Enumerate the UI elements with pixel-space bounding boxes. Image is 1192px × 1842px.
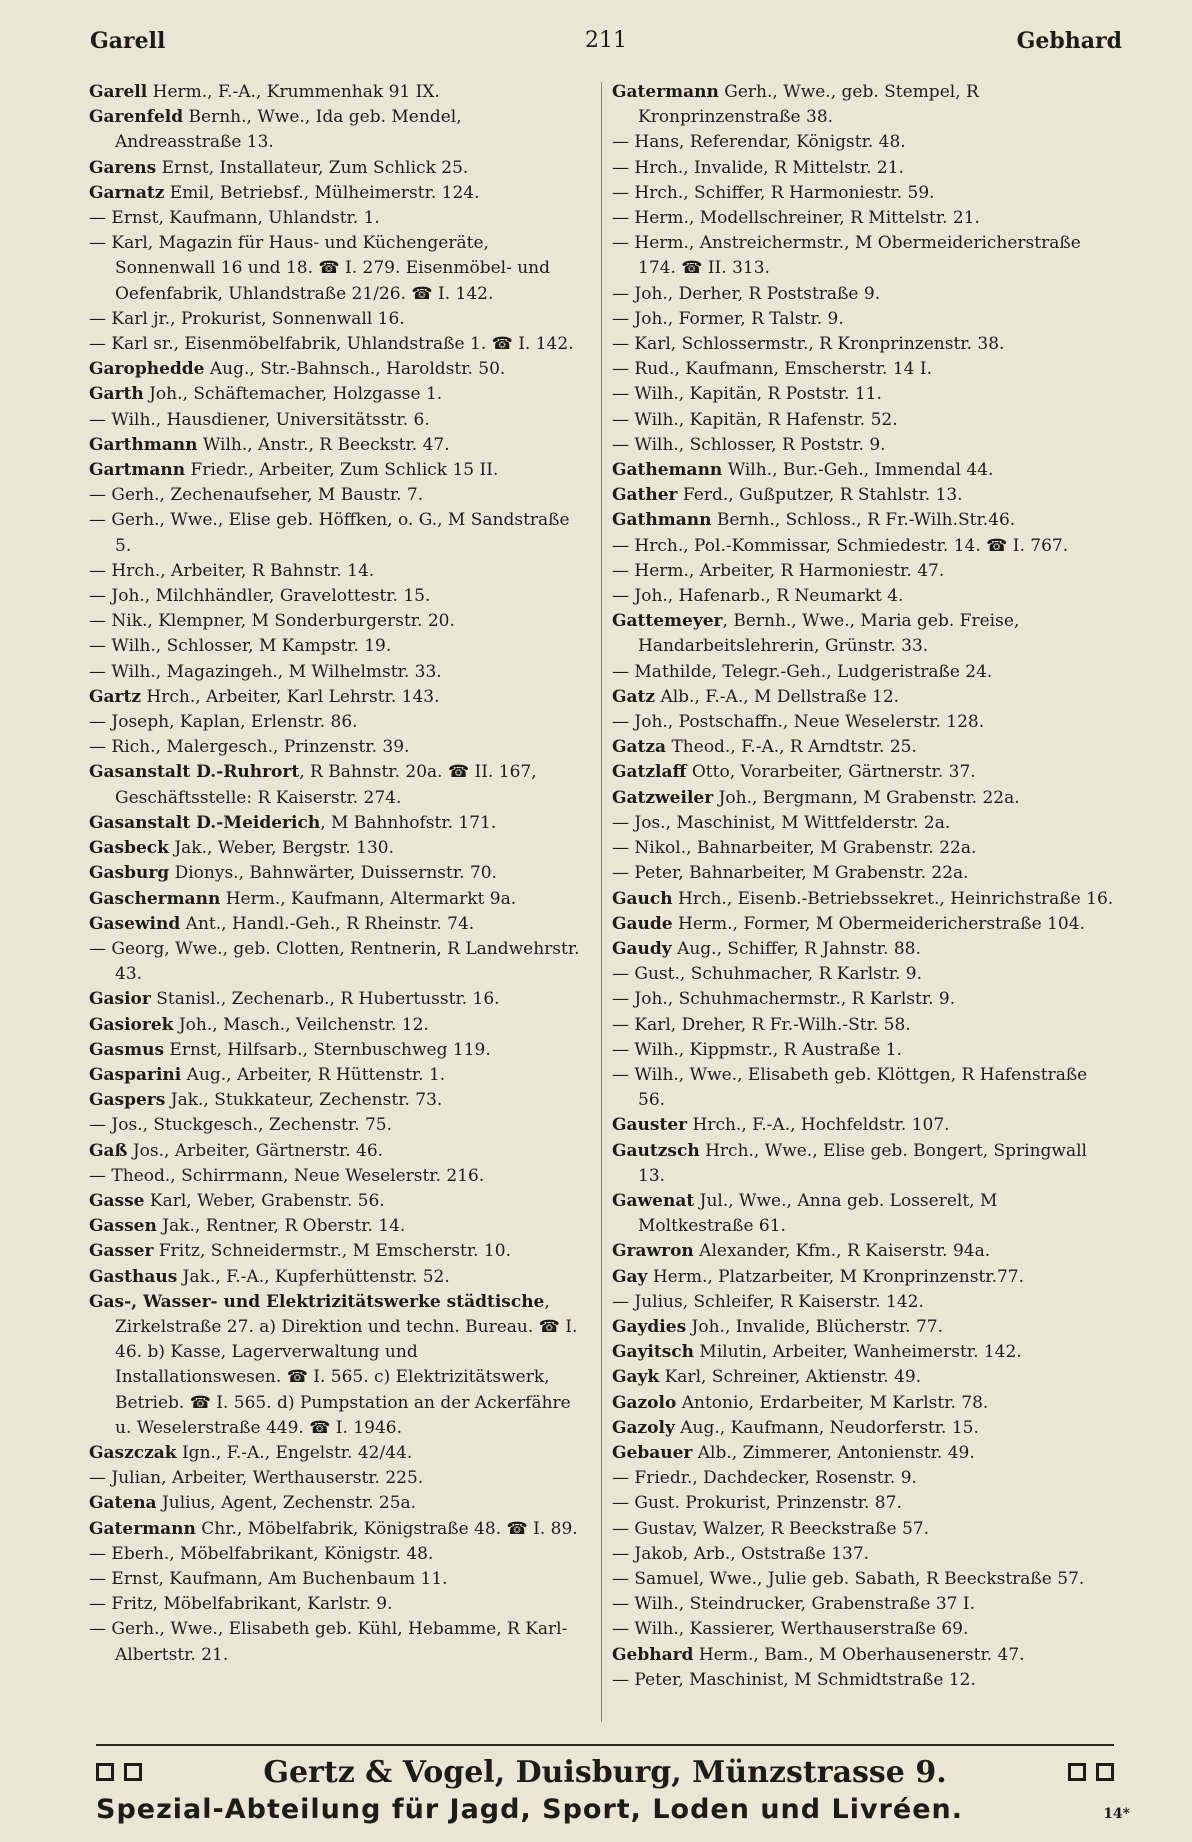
- entry-surname: Gay: [612, 1266, 648, 1287]
- advertisement-tagline: Spezial-Abteilung für Jagd, Sport, Loden und Livréen.: [96, 1794, 963, 1825]
- directory-entry: [612, 1643, 1117, 1668]
- entry-details: Jak., F.-A., Kupferhüttenstr. 52.: [177, 1266, 450, 1287]
- entry-details: , Bernh., Wwe., Maria geb. Freise, Handarbeitslehrerin, Grünstr. 33.: [638, 611, 1020, 657]
- directory-entry: [612, 1441, 1117, 1466]
- directory-entry: [89, 1265, 589, 1290]
- entry-surname: Grawron: [612, 1241, 694, 1262]
- entry-details: — Wilh., Magazingeh., M Wilhelmstr. 33.: [89, 661, 442, 682]
- entry-details: Ign., F.-A., Engelstr. 42/44.: [176, 1442, 413, 1463]
- directory-entry: [89, 609, 589, 634]
- directory-entry: [612, 584, 1117, 609]
- entry-surname: Gayitsch: [612, 1342, 695, 1363]
- entry-details: — Wilh., Kassierer, Werthauserstraße 69.: [612, 1619, 969, 1640]
- square-ornament-icon: [1096, 1763, 1114, 1781]
- directory-entry: [89, 912, 589, 937]
- entry-details: Bernh., Schloss., R Fr.-Wilh.Str.46.: [711, 510, 1016, 531]
- entry-surname: Gattemeyer: [612, 611, 723, 632]
- entry-surname: Gawenat: [612, 1190, 695, 1211]
- square-ornament-icon: [124, 1763, 142, 1781]
- entry-details: — Rud., Kaufmann, Emscherstr. 14 I.: [612, 359, 932, 380]
- entry-details: — Herm., Modellschreiner, R Mittelstr. 21.: [612, 208, 980, 229]
- entry-surname: Gaudy: [612, 938, 672, 959]
- directory-entry: [612, 1013, 1117, 1038]
- entry-surname: Gatza: [612, 737, 667, 758]
- entry-details: — Fritz, Möbelfabrikant, Karlstr. 9.: [89, 1594, 393, 1615]
- entry-surname: Gasmus: [89, 1039, 165, 1060]
- entry-details: — Samuel, Wwe., Julie geb. Sabath, R Beeckstraße 57.: [612, 1568, 1085, 1589]
- entry-surname: Gazoly: [612, 1417, 675, 1438]
- entry-details: — Rich., Malergesch., Prinzenstr. 39.: [89, 737, 410, 758]
- directory-entry: [89, 1592, 589, 1617]
- directory-entry: [89, 1617, 589, 1667]
- entry-surname: Garthmann: [89, 434, 198, 455]
- page-number: 211: [585, 28, 627, 53]
- directory-entry: [612, 231, 1117, 281]
- entry-details: — Gust. Prokurist, Prinzenstr. 87.: [612, 1493, 902, 1514]
- square-ornament-icon: [1068, 1763, 1086, 1781]
- entry-details: — Karl, Magazin für Haus- und Küchengeräte, Sonnenwall 16 und 18. ☎ I. 279. Eisenmöbel- und Oefenfabrik, Uhlandstraße 21/26. ☎ I. 142.: [89, 233, 551, 304]
- directory-entry: [612, 1592, 1117, 1617]
- directory-entry: [612, 1239, 1117, 1264]
- directory-entry: [89, 408, 589, 433]
- entry-details: , R Bahnstr. 20a. ☎ II. 167, Geschäftsstelle: R Kaiserstr. 274.: [115, 762, 537, 808]
- directory-entry: [89, 559, 589, 584]
- header-left-keyword: Garell: [90, 28, 166, 54]
- entry-details: Herm., Platzarbeiter, M Kronprinzenstr.77.: [647, 1266, 1025, 1287]
- entry-details: — Karl jr., Prokurist, Sonnenwall 16.: [89, 308, 405, 329]
- entry-details: — Wilh., Kippmstr., R Austraße 1.: [612, 1039, 902, 1060]
- entry-surname: Garens: [89, 157, 157, 178]
- directory-entry: [612, 382, 1117, 407]
- entry-surname: Gasiorek: [89, 1014, 174, 1035]
- directory-entry: [612, 760, 1117, 785]
- entry-details: — Nik., Klempner, M Sonderburgerstr. 20.: [89, 611, 455, 632]
- entry-details: Milutin, Arbeiter, Wanheimerstr. 142.: [694, 1342, 1022, 1363]
- entry-details: — Julius, Schleifer, R Kaiserstr. 142.: [612, 1291, 924, 1312]
- entry-details: Hrch., F.-A., Hochfeldstr. 107.: [687, 1115, 950, 1136]
- directory-entry: [612, 1340, 1117, 1365]
- entry-details: Alexander, Kfm., R Kaiserstr. 94a.: [693, 1241, 991, 1262]
- directory-entry: [89, 382, 589, 407]
- entry-details: — Joh., Milchhändler, Gravelottestr. 15.: [89, 586, 431, 607]
- directory-entry: [89, 685, 589, 710]
- directory-entry: [612, 811, 1117, 836]
- directory-entry: [612, 710, 1117, 735]
- entry-details: — Peter, Bahnarbeiter, M Grabenstr. 22a.: [612, 863, 969, 884]
- entry-details: — Peter, Maschinist, M Schmidtstraße 12.: [612, 1669, 976, 1690]
- ornament-boxes-left: [96, 1763, 142, 1781]
- directory-entry: [612, 609, 1117, 659]
- entry-details: — Joh., Hafenarb., R Neumarkt 4.: [612, 586, 904, 607]
- entry-details: Aug., Str.-Bahnsch., Haroldstr. 50.: [204, 359, 506, 380]
- entry-details: Ernst, Hilfsarb., Sternbuschweg 119.: [164, 1039, 491, 1060]
- directory-entry: [89, 80, 589, 105]
- entry-surname: Gebhard: [612, 1644, 694, 1665]
- directory-entry: [89, 1214, 589, 1239]
- directory-entry: [89, 811, 589, 836]
- entry-details: — Wilh., Kapitän, R Poststr. 11.: [612, 384, 882, 405]
- directory-entry: [612, 307, 1117, 332]
- directory-entry: [89, 1189, 589, 1214]
- directory-entry: [612, 660, 1117, 685]
- entry-surname: Gaude: [612, 913, 673, 934]
- entry-surname: Gebauer: [612, 1442, 693, 1463]
- entry-surname: Gasewind: [89, 913, 181, 934]
- entry-details: — Gerh., Zechenaufseher, M Baustr. 7.: [89, 485, 424, 506]
- directory-entry: [612, 1542, 1117, 1567]
- directory-entry: [612, 1113, 1117, 1138]
- entry-details: — Herm., Arbeiter, R Harmoniestr. 47.: [612, 560, 945, 581]
- directory-entry: [612, 987, 1117, 1012]
- entry-surname: Garophedde: [89, 359, 205, 380]
- entry-details: Fritz, Schneidermstr., M Emscherstr. 10.: [153, 1241, 511, 1262]
- directory-entry: [612, 1139, 1117, 1189]
- entry-surname: Gatena: [89, 1493, 157, 1514]
- directory-entry: [612, 735, 1117, 760]
- entry-details: — Joh., Postschaffn., Neue Weselerstr. 128.: [612, 712, 985, 733]
- advertisement-company: Gertz & Vogel, Duisburg, Münzstrasse 9.: [263, 1754, 947, 1790]
- entry-surname: Gauch: [612, 888, 673, 909]
- directory-entry: [612, 433, 1117, 458]
- page-header: [80, 28, 1132, 68]
- entry-details: Wilh., Anstr., R Beeckstr. 47.: [197, 434, 450, 455]
- directory-entry: [612, 685, 1117, 710]
- entry-details: Alb., Zimmerer, Antonienstr. 49.: [692, 1442, 975, 1463]
- entry-details: — Wilh., Schlosser, M Kampstr. 19.: [89, 636, 392, 657]
- entry-surname: Gathmann: [612, 510, 712, 531]
- entry-details: Wilh., Bur.-Geh., Immendal 44.: [722, 460, 994, 481]
- directory-entry: [612, 1189, 1117, 1239]
- directory-entry: [89, 508, 589, 558]
- directory-entry: [89, 760, 589, 810]
- directory-entry: [89, 357, 589, 382]
- entry-details: — Gustav, Walzer, R Beeckstraße 57.: [612, 1518, 929, 1539]
- entry-details: — Ernst, Kaufmann, Uhlandstr. 1.: [89, 208, 380, 229]
- column-divider: [601, 82, 602, 1722]
- entry-surname: Gaspers: [89, 1090, 166, 1111]
- entry-surname: Garnatz: [89, 182, 165, 203]
- directory-entry: [89, 1542, 589, 1567]
- entry-details: Hrch., Eisenb.-Betriebssekret., Heinrichstraße 16.: [672, 888, 1114, 909]
- entry-details: — Eberh., Möbelfabrikant, Königstr. 48.: [89, 1543, 434, 1564]
- directory-entry: [89, 887, 589, 912]
- directory-entry: [89, 710, 589, 735]
- entry-details: Herm., Former, M Obermeidericherstraße 104.: [672, 913, 1085, 934]
- entry-details: Gerh., Wwe., geb. Stempel, R Kronprinzenstraße 38.: [638, 82, 979, 128]
- directory-entry: [612, 130, 1117, 155]
- entry-details: Friedr., Arbeiter, Zum Schlick 15 II.: [185, 460, 499, 481]
- entry-details: — Gerh., Wwe., Elisabeth geb. Kühl, Hebamme, R Karl-Albertstr. 21.: [89, 1619, 568, 1665]
- directory-entry: [89, 105, 589, 155]
- entry-details: — Friedr., Dachdecker, Rosenstr. 9.: [612, 1468, 917, 1489]
- directory-entry: [89, 156, 589, 181]
- directory-entry: [89, 231, 589, 307]
- entry-details: Ant., Handl.-Geh., R Rheinstr. 74.: [180, 913, 475, 934]
- entry-details: Hrch., Arbeiter, Karl Lehrstr. 143.: [141, 686, 440, 707]
- ornament-boxes-right: [1068, 1763, 1114, 1781]
- directory-entry: [612, 483, 1117, 508]
- entry-details: — Karl sr., Eisenmöbelfabrik, Uhlandstraße 1. ☎ I. 142.: [89, 334, 574, 355]
- entry-details: Aug., Schiffer, R Jahnstr. 88.: [671, 938, 921, 959]
- directory-entry: [612, 1617, 1117, 1642]
- directory-entry: [612, 962, 1117, 987]
- entry-details: — Wilh., Steindrucker, Grabenstraße 37 I.: [612, 1594, 975, 1615]
- directory-entry: [89, 584, 589, 609]
- entry-surname: Gayk: [612, 1367, 660, 1388]
- directory-entry: [89, 181, 589, 206]
- entry-details: Otto, Vorarbeiter, Gärtnerstr. 37.: [686, 762, 976, 783]
- entry-surname: Gaß: [89, 1140, 128, 1161]
- entry-surname: Gaydies: [612, 1316, 687, 1337]
- directory-entry: [612, 206, 1117, 231]
- printer-signature: 14*: [1103, 1806, 1130, 1822]
- directory-entry: [89, 1441, 589, 1466]
- entry-details: Jak., Stukkateur, Zechenstr. 73.: [165, 1090, 443, 1111]
- directory-entry: [612, 1668, 1117, 1693]
- directory-entry: [612, 912, 1117, 937]
- directory-entry: [89, 1088, 589, 1113]
- entry-details: Joh., Bergmann, M Grabenstr. 22a.: [713, 787, 1020, 808]
- entry-details: Karl, Weber, Grabenstr. 56.: [144, 1190, 385, 1211]
- entry-details: — Karl, Dreher, R Fr.-Wilh.-Str. 58.: [612, 1014, 911, 1035]
- header-right-keyword: Gebhard: [1016, 28, 1122, 54]
- entry-details: Karl, Schreiner, Aktienstr. 49.: [659, 1367, 922, 1388]
- directory-entry: [89, 483, 589, 508]
- directory-entry: [89, 307, 589, 332]
- entry-details: Hrch., Wwe., Elise geb. Bongert, Springwall 13.: [638, 1140, 1087, 1186]
- entry-details: — Theod., Schirrmann, Neue Weselerstr. 216.: [89, 1165, 485, 1186]
- entry-surname: Gasior: [89, 989, 151, 1010]
- entry-surname: Gatz: [612, 686, 656, 707]
- directory-entry: [612, 1391, 1117, 1416]
- directory-entry: [89, 1113, 589, 1138]
- entry-details: Ferd., Gußputzer, R Stahlstr. 13.: [677, 485, 963, 506]
- entry-surname: Gather: [612, 485, 678, 506]
- entry-surname: Gaszczak: [89, 1442, 177, 1463]
- directory-entry: [612, 937, 1117, 962]
- directory-entry: [612, 1063, 1117, 1113]
- entry-details: — Jakob, Arb., Oststraße 137.: [612, 1543, 870, 1564]
- entry-details: Alb., F.-A., M Dellstraße 12.: [655, 686, 900, 707]
- entry-details: Julius, Agent, Zechenstr. 25a.: [156, 1493, 417, 1514]
- directory-entry: [89, 1239, 589, 1264]
- entry-details: — Mathilde, Telegr.-Geh., Ludgeristraße 24.: [612, 661, 993, 682]
- entry-surname: Gasparini: [89, 1064, 182, 1085]
- entry-details: Bernh., Wwe., Ida geb. Mendel, Andreasstraße 13.: [115, 107, 462, 153]
- directory-entry: [89, 836, 589, 861]
- entry-details: — Joh., Schuhmachermstr., R Karlstr. 9.: [612, 989, 956, 1010]
- directory-entry: [612, 156, 1117, 181]
- advertisement-headline: [96, 1752, 1114, 1792]
- entry-details: — Joh., Former, R Talstr. 9.: [612, 308, 844, 329]
- advertisement-rule: [96, 1744, 1114, 1746]
- directory-entry: [89, 861, 589, 886]
- directory-entry: [612, 1517, 1117, 1542]
- entry-details: Herm., F.-A., Krummenhak 91 IX.: [147, 82, 440, 102]
- entry-details: — Herm., Anstreichermstr., M Obermeidericherstraße 174. ☎ II. 313.: [612, 233, 1081, 279]
- entry-details: — Jos., Stuckgesch., Zechenstr. 75.: [89, 1115, 392, 1136]
- entry-details: Joh., Schäftemacher, Holzgasse 1.: [143, 384, 443, 405]
- entry-details: Joh., Masch., Veilchenstr. 12.: [173, 1014, 429, 1035]
- entry-surname: Garenfeld: [89, 107, 184, 128]
- directory-entry: [612, 458, 1117, 483]
- directory-entry: [612, 1038, 1117, 1063]
- entry-surname: Gatzweiler: [612, 787, 714, 808]
- entry-details: Stanisl., Zechenarb., R Hubertusstr. 16.: [150, 989, 500, 1010]
- directory-entry: [612, 1491, 1117, 1516]
- directory-entry: [612, 508, 1117, 533]
- directory-entry: [612, 408, 1117, 433]
- directory-entry: [89, 1517, 589, 1542]
- entry-surname: Garell: [89, 82, 148, 102]
- entry-details: — Ernst, Kaufmann, Am Buchenbaum 11.: [89, 1568, 448, 1589]
- entry-surname: Gasbeck: [89, 838, 169, 859]
- directory-entry: [89, 937, 589, 987]
- entry-surname: Gasburg: [89, 863, 170, 884]
- entry-details: — Julian, Arbeiter, Werthauserstr. 225.: [89, 1468, 424, 1489]
- entry-surname: Gartmann: [89, 460, 186, 481]
- directory-entry: [89, 1038, 589, 1063]
- entry-details: — Hrch., Schiffer, R Harmoniestr. 59.: [612, 182, 935, 203]
- entry-details: — Gerh., Wwe., Elise geb. Höffken, o. G., M Sandstraße 5.: [89, 510, 570, 556]
- entry-details: , M Bahnhofstr. 171.: [320, 812, 497, 833]
- entry-details: Antonio, Erdarbeiter, M Karlstr. 78.: [676, 1392, 989, 1413]
- directory-entry: [89, 1013, 589, 1038]
- entry-details: — Wilh., Schlosser, R Poststr. 9.: [612, 434, 886, 455]
- entry-surname: Gartz: [89, 686, 141, 707]
- directory-entry: [612, 836, 1117, 861]
- directory-entry: [612, 534, 1117, 559]
- entry-surname: Gasser: [89, 1241, 154, 1262]
- directory-entry: [89, 1290, 589, 1441]
- entry-details: — Hans, Referendar, Königstr. 48.: [612, 132, 906, 153]
- entry-details: — Hrch., Invalide, R Mittelstr. 21.: [612, 157, 904, 178]
- directory-entry: [89, 458, 589, 483]
- entry-surname: Gas-, Wasser- und Elektrizitätswerke städtische: [89, 1291, 545, 1312]
- directory-entry: [89, 987, 589, 1012]
- directory-entry: [612, 1290, 1117, 1315]
- entry-details: — Wilh., Kapitän, R Hafenstr. 52.: [612, 409, 898, 430]
- entry-details: — Wilh., Hausdiener, Universitätsstr. 6.: [89, 409, 430, 430]
- directory-entry: [612, 282, 1117, 307]
- directory-entry: [89, 1164, 589, 1189]
- entry-details: Herm., Bam., M Oberhausenerstr. 47.: [693, 1644, 1025, 1665]
- directory-entry: [89, 332, 589, 357]
- directory-entry: [612, 357, 1117, 382]
- directory-entry: [612, 80, 1117, 130]
- square-ornament-icon: [96, 1763, 114, 1781]
- entry-details: — Hrch., Pol.-Kommissar, Schmiedestr. 14. ☎ I. 767.: [612, 535, 1069, 556]
- directory-entry: [89, 1466, 589, 1491]
- entry-details: — Nikol., Bahnarbeiter, M Grabenstr. 22a.: [612, 838, 977, 859]
- directory-entry: [89, 206, 589, 231]
- directory-entry: [89, 1491, 589, 1516]
- entry-details: — Jos., Maschinist, M Wittfelderstr. 2a.: [612, 812, 951, 833]
- directory-entry: [89, 634, 589, 659]
- entry-details: Dionys., Bahnwärter, Duissernstr. 70.: [169, 863, 497, 884]
- entry-surname: Gathemann: [612, 460, 723, 481]
- directory-entry: [612, 1416, 1117, 1441]
- entry-surname: Gatzlaff: [612, 762, 687, 783]
- directory-entry: [612, 1567, 1117, 1592]
- entry-details: Jul., Wwe., Anna geb. Losserelt, M Moltkestraße 61.: [638, 1190, 998, 1237]
- entry-surname: Gasse: [89, 1190, 145, 1211]
- entry-details: Theod., F.-A., R Arndtstr. 25.: [666, 737, 917, 758]
- directory-entry: [612, 181, 1117, 206]
- directory-entry: [89, 433, 589, 458]
- entry-details: — Georg, Wwe., geb. Clotten, Rentnerin, R Landwehrstr. 43.: [89, 938, 580, 985]
- entry-details: Emil, Betriebsf., Mülheimerstr. 124.: [164, 182, 480, 203]
- entry-details: — Gust., Schuhmacher, R Karlstr. 9.: [612, 964, 923, 985]
- entry-details: , Zirkelstraße 27. a) Direktion und techn. Bureau. ☎ I. 46. b) Kasse, Lagerverwaltung und Installationswesen. ☎ I. 565. c) Elektrizitätswerk, Betrieb. ☎ I. 565. d) Pumpstation an der Ackerfähre u. Weselerstraße 449. ☎ I. 1946.: [115, 1291, 578, 1438]
- entry-surname: Garth: [89, 384, 144, 405]
- entry-surname: Gassen: [89, 1216, 157, 1237]
- directory-entry: [612, 559, 1117, 584]
- entry-details: Aug., Kaufmann, Neudorferstr. 15.: [674, 1417, 979, 1438]
- entry-details: — Wilh., Wwe., Elisabeth geb. Klöttgen, R Hafenstraße 56.: [612, 1064, 1088, 1111]
- entry-surname: Gazolo: [612, 1392, 677, 1413]
- directory-entry: [612, 1466, 1117, 1491]
- directory-entry: [89, 1063, 589, 1088]
- directory-entry: [89, 660, 589, 685]
- entry-surname: Gautzsch: [612, 1140, 700, 1161]
- entry-details: — Karl, Schlossermstr., R Kronprinzenstr. 38.: [612, 334, 1005, 355]
- entry-surname: Gasthaus: [89, 1266, 178, 1287]
- directory-entry: [612, 786, 1117, 811]
- right-column: [612, 80, 1117, 1693]
- entry-surname: Gatermann: [612, 82, 719, 102]
- directory-entry: [612, 332, 1117, 357]
- entry-details: — Hrch., Arbeiter, R Bahnstr. 14.: [89, 560, 375, 581]
- directory-entry: [89, 735, 589, 760]
- entry-details: Jos., Arbeiter, Gärtnerstr. 46.: [127, 1140, 384, 1161]
- entry-details: Jak., Weber, Bergstr. 130.: [168, 838, 394, 859]
- entry-details: — Joseph, Kaplan, Erlenstr. 86.: [89, 712, 358, 733]
- entry-surname: Gaschermann: [89, 888, 221, 909]
- entry-details: Joh., Invalide, Blücherstr. 77.: [686, 1316, 943, 1337]
- entry-surname: Gasanstalt D.-Ruhrort: [89, 762, 300, 783]
- directory-entry: [89, 1139, 589, 1164]
- directory-entry: [612, 887, 1117, 912]
- directory-entry: [612, 1265, 1117, 1290]
- entry-details: Chr., Möbelfabrik, Königstraße 48. ☎ I. 89.: [195, 1518, 578, 1539]
- entry-details: Jak., Rentner, R Oberstr. 14.: [156, 1216, 406, 1237]
- entry-details: Aug., Arbeiter, R Hüttenstr. 1.: [181, 1064, 446, 1085]
- directory-entry: [612, 1315, 1117, 1340]
- entry-details: Herm., Kaufmann, Altermarkt 9a.: [220, 888, 517, 909]
- entry-details: Ernst, Installateur, Zum Schlick 25.: [156, 157, 469, 178]
- advertisement: [96, 1752, 1114, 1838]
- directory-entry: [612, 861, 1117, 886]
- left-column: [89, 80, 589, 1668]
- entry-surname: Gatermann: [89, 1518, 196, 1539]
- entry-surname: Gauster: [612, 1115, 688, 1136]
- directory-entry: [89, 1567, 589, 1592]
- entry-surname: Gasanstalt D.-Meiderich: [89, 812, 321, 833]
- directory-entry: [612, 1365, 1117, 1390]
- entry-details: — Joh., Derher, R Poststraße 9.: [612, 283, 881, 304]
